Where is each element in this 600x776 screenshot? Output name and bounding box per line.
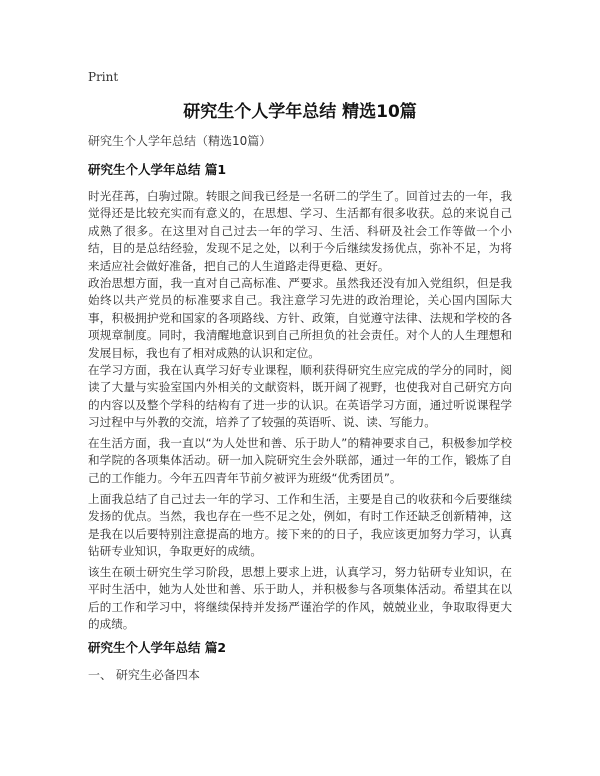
paragraph-4: 在生活方面，我一直以“为人处世和善、乐于助人”的精神要求自己，积极参加学校和学院的各项集体活动。研一加入院研究生会外联部，通过一年的工作，锻炼了自己的工作能力。今年五四青年节前夕被评为班级“优秀团员”。 <box>88 436 512 485</box>
list-item: 一、 研究生必备四本 <box>88 668 200 682</box>
document-subtitle: 研究生个人学年总结（精选10篇） <box>88 134 272 148</box>
paragraph-2: 政治思想方面，我一直对自己高标准、严要求。虽然我还没有加入党组织，但是我始终以共产党员的标准要求自己。我注意学习先进的政治理论，关心国内国际大事，积极拥护党和国家的各项路线、方针、政策，自觉遵守法律、法规和学校的各项规章制度。同时，我清醒地意识到自己所担负的社会责任。对个人的人生理想和发展目标，我也有了相对成熟的认识和定位。 <box>88 276 512 360</box>
paragraph-3: 在学习方面，我在认真学习好专业课程，顺利获得研究生应完成的学分的同时，阅读了大量与实验室国内外相关的文献资料，既开阔了视野，也使我对自己研究方向的内容以及整个学科的结构有了进一步的认识。在英语学习方面，通过听说课程学习过程中与外教的交流，培养了了较强的英语听、说、读、写能力。 <box>88 363 512 430</box>
section-heading-2: 研究生个人学年总结 篇2 <box>88 640 227 655</box>
paragraph-6: 该生在硕士研究生学习阶段，思想上要求上进，认真学习，努力钻研专业知识，在平时生活中，她为人处世和善、乐于助人，并积极参与各项集体活动。希望其在以后的工作和学习中，将继续保持并发扬严谨治学的作风，兢兢业业，争取取得更大的成绩。 <box>88 565 512 632</box>
document-title: 研究生个人学年总结 精选10篇 <box>183 102 417 122</box>
paragraph-5: 上面我总结了自己过去一年的学习、工作和生活，主要是自己的收获和今后要继续发扬的优点。当然，我也存在一些不足之处，例如，有时工作还缺乏创新精神，这是我在以后要特别注意提高的地方。接下来的的日子，我应该更加努力学习，认真钻研专业知识，争取更好的成绩。 <box>88 492 512 559</box>
paragraph-1: 时光荏苒，白驹过隙。转眼之间我已经是一名研二的学生了。回首过去的一年，我觉得还是比较充实而有意义的，在思想、学习、生活都有很多收获。总的来说自己成熟了很多。在这里对自己过去一年的学习、生活、科研及社会工作等做一个小结，目的是总结经验，发现不足之处，以利于今后继续发扬优点，弥补不足，为将来适应社会做好准备，把自己的人生道路走得更稳、更好。 <box>88 189 512 273</box>
print-label[interactable]: Print <box>88 70 119 84</box>
section-heading-1: 研究生个人学年总结 篇1 <box>88 162 227 177</box>
